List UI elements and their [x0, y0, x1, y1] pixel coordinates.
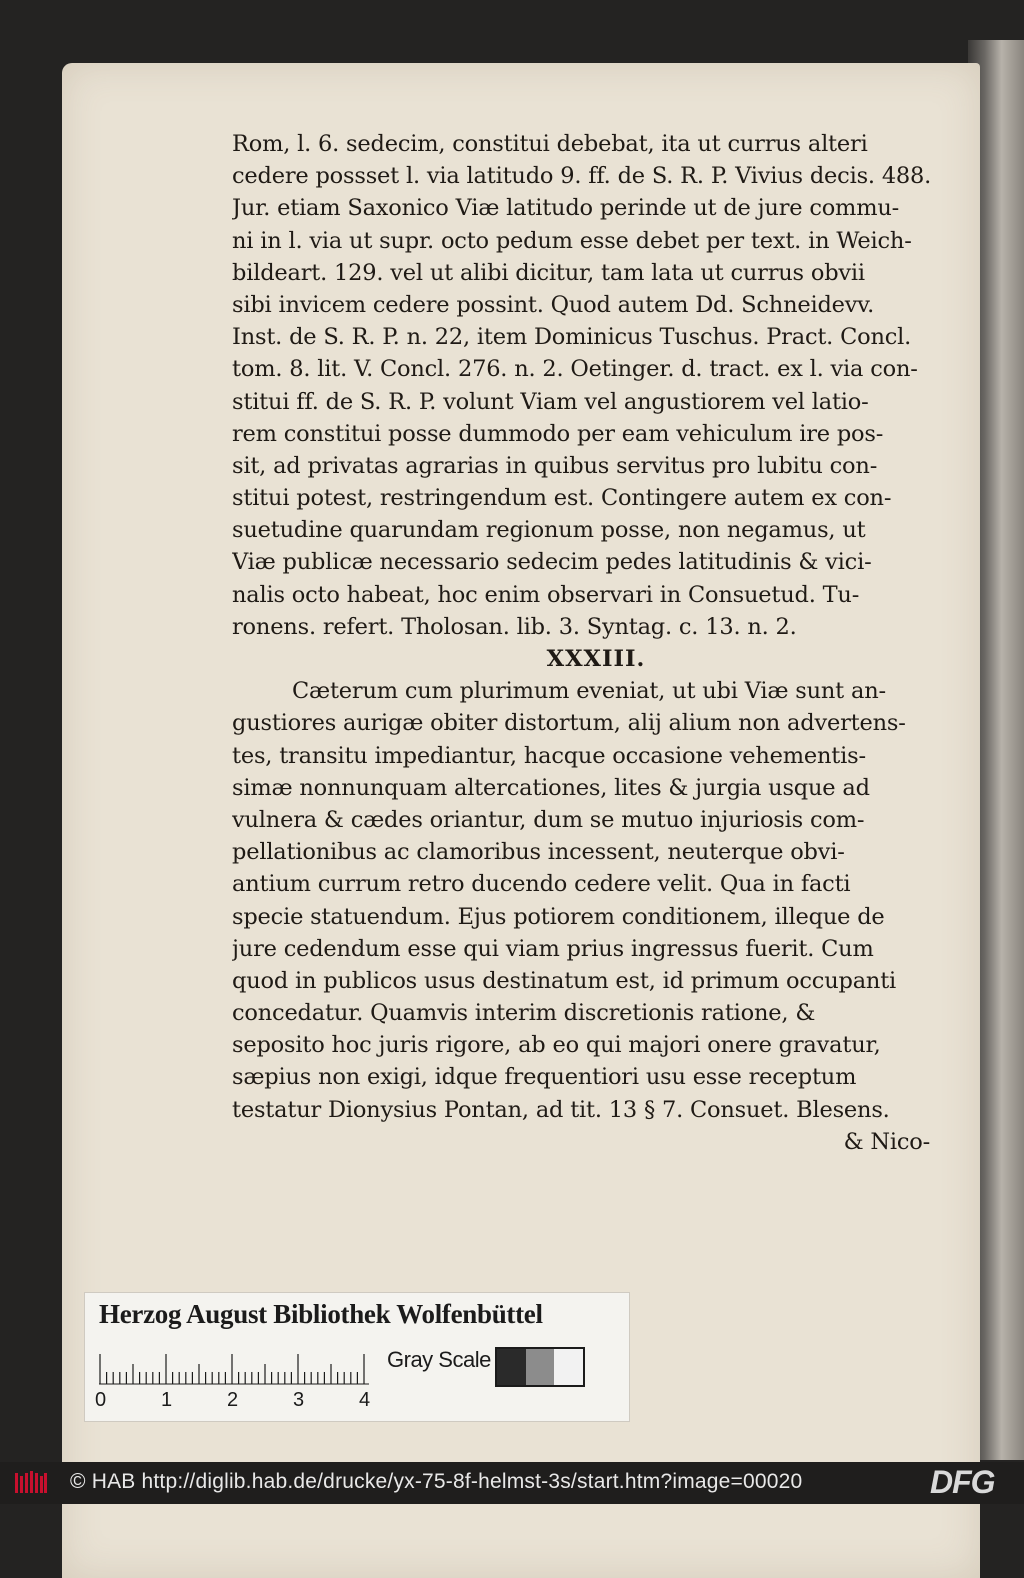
text-line: Cæterum cum plurimum eveniat, ut ubi Viæ sunt an-	[292, 678, 886, 705]
gray-scale-swatches	[495, 1347, 585, 1387]
text-line: simæ nonnunquam altercationes, lites & jurgia usque ad	[232, 774, 870, 801]
institution-name: Herzog August Bibliothek Wolfenbüttel	[99, 1299, 543, 1329]
gray-swatch-light	[554, 1349, 583, 1385]
gray-scale-label: Gray Scale	[387, 1347, 491, 1372]
text-line: testatur Dionysius Pontan, ad tit. 13 § 7. Consuet. Blesens.	[232, 1096, 890, 1123]
text-line: seposito hoc juris rigore, ab eo qui majori onere gravatur,	[232, 1032, 881, 1059]
text-line: Viæ publicæ necessario sedecim pedes latitudinis & vici-	[232, 549, 872, 576]
ruler-number: 4	[359, 1389, 371, 1411]
text-line: sæpius non exigi, idque frequentiori usu esse receptum	[232, 1064, 857, 1091]
text-line: nalis octo habeat, hoc enim observari in Consuetud. Tu-	[232, 581, 860, 608]
text-line: antium currum retro ducendo cedere velit. Qua in facti	[232, 871, 851, 898]
section-number: XXXIII.	[546, 646, 646, 672]
hab-logo-icon	[14, 1470, 48, 1496]
ruler-number: 2	[227, 1389, 239, 1411]
text-line: bildeart. 129. vel ut alibi dicitur, tam lata ut currus obvii	[232, 259, 865, 286]
text-line: ni in l. via ut supr. octo pedum esse debet per text. in Weich-	[232, 227, 912, 254]
text-line: concedatur. Quamvis interim discretionis ratione, &	[232, 1000, 816, 1027]
text-line: Jur. etiam Saxonico Viæ latitudo perinde ut de jure commu-	[232, 195, 900, 222]
gray-swatch-mid	[526, 1349, 555, 1385]
text-line: pellationibus ac clamoribus incessent, neuterque obvi-	[232, 839, 845, 866]
text-line: ronens. refert. Tholosan. lib. 3. Syntag. c. 13. n. 2.	[232, 613, 797, 640]
color-reference-card	[84, 1292, 630, 1422]
text-line: stitui ff. de S. R. P. volunt Viam vel angustiorem vel latio-	[232, 388, 869, 415]
source-url[interactable]: © HAB http://diglib.hab.de/drucke/yx-75-8f-helmst-3s/start.htm?image=00020	[70, 1470, 803, 1493]
text-line: gustiores aurigæ obiter distortum, alij alium non advertens-	[232, 710, 906, 737]
ruler-number: 1	[161, 1389, 173, 1411]
text-line: jure cedendum esse qui viam prius ingressus fuerit. Cum	[232, 935, 874, 962]
text-line: stitui potest, restringendum est. Contingere autem ex con-	[232, 485, 892, 512]
text-line: sibi invicem cedere possint. Quod autem Dd. Schneidevv.	[232, 291, 875, 318]
text-line: suetudine quarundam regionum posse, non negamus, ut	[232, 517, 866, 544]
text-line: vulnera & cædes oriantur, dum se mutuo injuriosis com-	[232, 806, 865, 833]
text-line: tom. 8. lit. V. Concl. 276. n. 2. Oetinger. d. tract. ex l. via con-	[232, 356, 918, 383]
footer-bar	[0, 1462, 1024, 1504]
text-line: sit, ad privatas agrarias in quibus servitus pro lubitu con-	[232, 452, 878, 479]
gray-swatch-dark	[497, 1349, 526, 1385]
text-line: Inst. de S. R. P. n. 22, item Dominicus Tuschus. Pract. Concl.	[232, 324, 912, 351]
page-text	[232, 128, 960, 1158]
ruler-numbers	[95, 1389, 375, 1415]
text-line: cedere possset l. via latitudo 9. ff. de S. R. P. Vivius decis. 488.	[232, 163, 932, 190]
ruler-number: 3	[293, 1389, 305, 1411]
text-line: tes, transitu impediantur, hacque occasione vehementis-	[232, 742, 866, 769]
text-line: rem constitui posse dummodo per eam vehiculum ire pos-	[232, 420, 884, 447]
ruler-number: 0	[95, 1389, 107, 1411]
text-line: quod in publicos usus destinatum est, id primum occupanti	[232, 967, 897, 994]
catchword: & Nico-	[843, 1128, 930, 1155]
text-line: specie statuendum. Ejus potiorem conditionem, illeque de	[232, 903, 885, 930]
dfg-logo: DFG	[930, 1464, 995, 1500]
ruler-scale	[99, 1351, 369, 1385]
text-line: Rom, l. 6. sedecim, constitui debebat, ita ut currus alteri	[232, 131, 868, 157]
